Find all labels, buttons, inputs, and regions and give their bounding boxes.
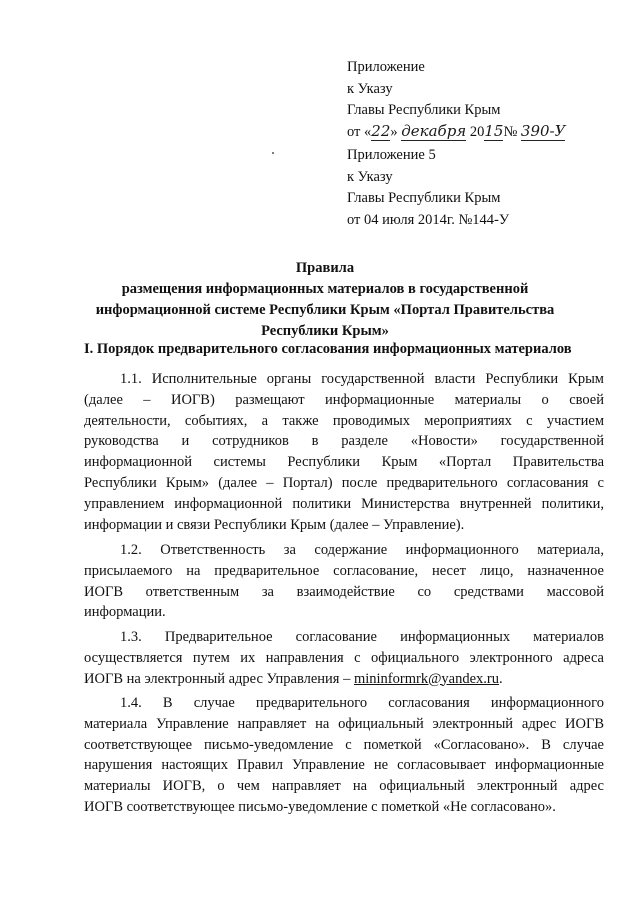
section-heading: I. Порядок предварительного согласования информационных материалов xyxy=(84,341,572,357)
paragraph-1-2 xyxy=(84,540,604,623)
date-close-quote: » xyxy=(390,123,398,140)
title-line-1: Правила xyxy=(295,260,355,276)
paragraph-line: присылаемого на предварительное согласование, несет лицо, назначенное xyxy=(84,562,604,579)
appendix-decree-ref: к Указу xyxy=(347,80,393,97)
paragraph-1-4 xyxy=(84,693,604,818)
paragraph-line: соответствующее письмо-уведомление с пометкой «Согласовано». В случае xyxy=(84,736,604,753)
appendix-5-label: Приложение 5 xyxy=(347,147,436,163)
paragraph-line: руководства и сотрудников в разделе «Новости» государственной xyxy=(84,433,604,450)
paragraph-line: (далее – ИОГВ) размещают информационные материалы о своей xyxy=(84,391,604,408)
paragraph-line: управлением информационной политики Министерства внутренней политики, xyxy=(84,495,604,512)
scan-speck xyxy=(272,152,274,154)
date-year-prefix: 20 xyxy=(469,123,485,140)
paragraph-line: 1.2. Ответственность за содержание информационного материала, xyxy=(120,542,604,558)
appendix-date-line xyxy=(347,122,565,144)
appendix-5-date: от 04 июля 2014г. №144-У xyxy=(347,211,510,228)
email-lead-text: ИОГВ на электронный адрес Управления – xyxy=(84,670,354,687)
paragraph-line: информационной системы Республики Крым «Портал Правительства xyxy=(84,454,604,471)
paragraph-line: Республики Крым» (далее – Портал) после предварительного согласования с xyxy=(84,474,604,491)
appendix-authority: Главы Республики Крым xyxy=(347,102,501,118)
paragraph-line: материала Управление направляет на официальный электронный адрес ИОГВ xyxy=(84,715,604,732)
handwritten-day: 22 xyxy=(371,121,391,140)
paragraph-1-1 xyxy=(84,369,604,535)
paragraph-line: информации. xyxy=(84,604,166,621)
paragraph-1-3 xyxy=(84,627,604,689)
paragraph-line: ИОГВ соответствующее письмо-уведомление с пометкой «Не согласовано». xyxy=(84,798,556,815)
date-open-quote: от « xyxy=(347,123,372,140)
email-link[interactable]: mininformrk@yandex.ru xyxy=(353,670,499,687)
title-line-2: размещения информационных материалов в государственной xyxy=(121,281,529,297)
handwritten-month: декабря xyxy=(401,121,467,140)
paragraph-line: информации и связи Республики Крым (далее – Управление). xyxy=(84,516,465,533)
paragraph-line: 1.3. Предварительное согласование информационных материалов xyxy=(120,629,604,645)
number-sign: № xyxy=(503,123,518,140)
paragraph-line-with-email xyxy=(84,669,604,690)
paragraph-line: 1.1. Исполнительные органы государственной власти Республики Крым xyxy=(120,371,604,387)
paragraph-line: ИОГВ ответственным за взаимодействие со средствами массовой xyxy=(84,583,604,600)
paragraph-line: деятельности, событиях, а также проводимых мероприятиях с участием xyxy=(84,412,604,429)
title-line-3: информационной системе Республики Крым «Портал Правительства xyxy=(95,302,555,318)
paragraph-line: осуществляется путем их направления с официального электронного адреса xyxy=(84,649,604,666)
appendix-header xyxy=(347,57,565,143)
paragraph-line: нарушения настоящих Правил Управление не согласовывает информационные xyxy=(84,757,604,774)
handwritten-year: 15 xyxy=(484,121,504,140)
appendix-5-decree-ref: к Указу xyxy=(347,168,393,185)
appendix-label: Приложение xyxy=(347,59,425,75)
email-trailing-period: . xyxy=(499,670,503,687)
paragraph-line: 1.4. В случае предварительного согласования информационного xyxy=(120,695,604,711)
appendix-5-header xyxy=(347,145,509,231)
paragraph-line: материалы ИОГВ, о чем направляет на официальный электронный адрес xyxy=(84,778,604,795)
title-line-4: Республики Крым» xyxy=(261,323,389,339)
handwritten-number: 390-У xyxy=(520,121,566,140)
document-title xyxy=(90,258,560,342)
appendix-5-authority: Главы Республики Крым xyxy=(347,190,501,206)
